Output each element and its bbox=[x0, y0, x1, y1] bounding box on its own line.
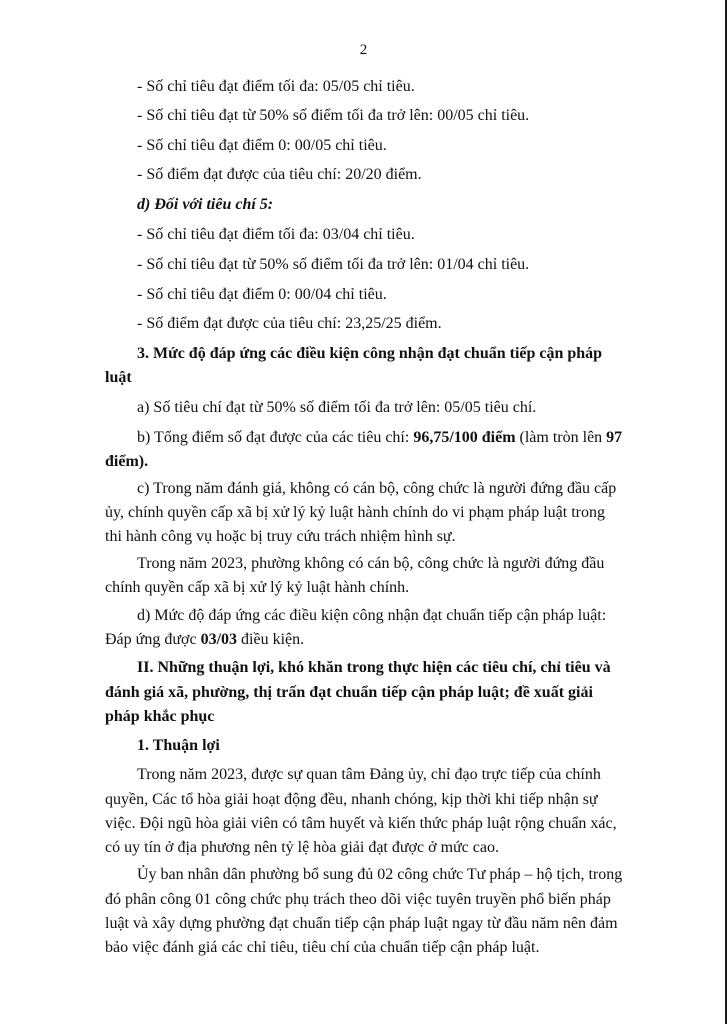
advantages-p1-1: Trong năm 2023, được sự quan tâm Đảng ủy, chỉ đạo trực tiếp của chính bbox=[137, 766, 601, 783]
section-ii-heading-2: đánh giá xã, phường, thị trấn đạt chuẩn tiếp cận pháp luật; đề xuất giải bbox=[105, 684, 593, 701]
c4-half-points: - Số chỉ tiêu đạt từ 50% số điểm tối đa trở lên: 00/05 chỉ tiêu. bbox=[137, 107, 530, 124]
criterion-5-heading: d) Đối với tiêu chí 5: bbox=[137, 196, 274, 213]
condition-d-suffix: điều kiện. bbox=[237, 631, 305, 648]
c5-total-points: - Số điểm đạt được của tiêu chí: 23,25/25 điểm. bbox=[137, 315, 442, 332]
advantages-p1-3: việc. Đội ngũ hòa giải viên có tâm huyết và kiến thức pháp luật rộng chuẩn xác, bbox=[105, 815, 617, 832]
c5-max-points: - Số chỉ tiêu đạt điểm tối đa: 03/04 chỉ tiêu. bbox=[137, 226, 415, 243]
condition-b-prefix: b) Tổng điểm số đạt được của các tiêu chí: bbox=[137, 429, 414, 446]
condition-b-cont: điểm). bbox=[105, 453, 149, 470]
condition-a: a) Số tiêu chí đạt từ 50% số điểm tối đa trở lên: 05/05 tiêu chí. bbox=[137, 399, 537, 416]
c4-zero-points: - Số chỉ tiêu đạt điểm 0: 00/05 chỉ tiêu. bbox=[137, 137, 387, 154]
condition-d-2 bbox=[105, 629, 304, 651]
condition-b-score: 96,75/100 điểm bbox=[413, 429, 516, 446]
condition-c-1: c) Trong năm đánh giá, không có cán bộ, công chức là người đứng đầu cấp bbox=[137, 480, 617, 497]
condition-b-rounded: 97 bbox=[606, 429, 623, 446]
condition-b bbox=[137, 427, 622, 449]
c5-zero-points: - Số chỉ tiêu đạt điểm 0: 00/04 chỉ tiêu. bbox=[137, 286, 387, 303]
condition-d-1: d) Mức độ đáp ứng các điều kiện công nhận đạt chuẩn tiếp cận pháp luật: bbox=[137, 607, 607, 624]
advantages-p1-4: có uy tín ở địa phương nên tỷ lệ hòa giải đạt được ở mức cao. bbox=[105, 839, 499, 856]
section-3-heading-cont: luật bbox=[105, 369, 132, 386]
c4-total-points: - Số điểm đạt được của tiêu chí: 20/20 điểm. bbox=[137, 166, 422, 183]
c5-half-points: - Số chỉ tiêu đạt từ 50% số điểm tối đa trở lên: 01/04 chỉ tiêu. bbox=[137, 256, 530, 273]
condition-c-3: thi hành công vụ hoặc bị truy cứu trách nhiệm hình sự. bbox=[105, 528, 456, 545]
section-ii-heading-3: pháp khắc phục bbox=[105, 708, 215, 725]
advantages-p2-3: luật và xây dựng phường đạt chuẩn tiếp cận pháp luật ngay từ đầu năm nên đảm bbox=[105, 915, 618, 932]
condition-d-count: 03/03 bbox=[200, 631, 238, 648]
section-ii-heading-1: II. Những thuận lợi, khó khăn trong thực hiện các tiêu chí, chỉ tiêu và bbox=[137, 659, 611, 676]
condition-d-prefix: Đáp ứng được bbox=[105, 631, 201, 648]
condition-b-mid: (làm tròn lên bbox=[515, 429, 607, 446]
year-2023-note-2: chính quyền cấp xã bị xử lý kỷ luật hành chính. bbox=[105, 579, 410, 596]
condition-c-2: ủy, chính quyền cấp xã bị xử lý kỷ luật hành chính do vi phạm pháp luật trong bbox=[105, 504, 605, 521]
advantages-p2-1: Ủy ban nhân dân phường bổ sung đủ 02 công chức Tư pháp – hộ tịch, trong bbox=[137, 866, 623, 883]
advantages-p2-4: bảo việc đánh giá các chỉ tiêu, tiêu chí của chuẩn tiếp cận pháp luật. bbox=[105, 939, 540, 956]
year-2023-note-1: Trong năm 2023, phường không có cán bộ, công chức là người đứng đầu bbox=[137, 555, 605, 572]
advantages-p1-2: quyền, Các tổ hòa giải hoạt động đều, nhanh chóng, kịp thời khi tiếp nhận sự bbox=[105, 791, 598, 808]
c4-max-points: - Số chỉ tiêu đạt điểm tối đa: 05/05 chỉ tiêu. bbox=[137, 78, 415, 95]
advantages-p2-2: đó phân công 01 công chức phụ trách theo dõi việc tuyên truyền phổ biến pháp bbox=[105, 891, 611, 908]
section-3-heading: 3. Mức độ đáp ứng các điều kiện công nhận đạt chuẩn tiếp cận pháp bbox=[137, 345, 603, 362]
subheading-advantages: 1. Thuận lợi bbox=[137, 737, 220, 754]
page-number: 2 bbox=[359, 42, 368, 58]
